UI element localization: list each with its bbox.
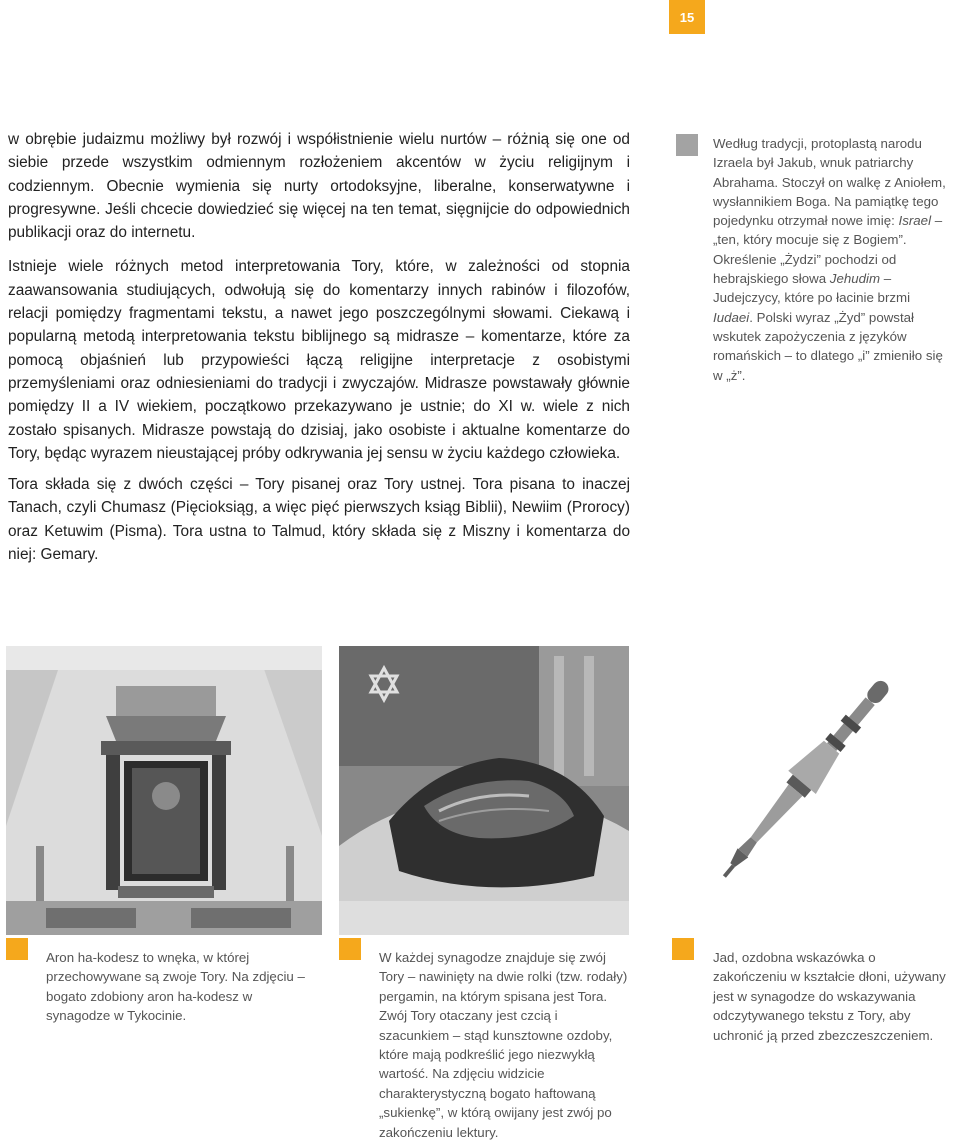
- side-note-marker: [676, 134, 698, 156]
- caption-yad: Jad, ozdobna wskazówka o zakończeniu w kształcie dłoni, używany jest w synagodze do wskazywania odczytywanego tekstu z Tory, aby uchronić ją przed zbezczeszczeniem.: [713, 950, 946, 1043]
- term-iudaei: Iudaei: [713, 309, 750, 325]
- paragraph-torah-interpretation: Istnieje wiele różnych metod interpretowania Tory, które, w zależności od stopnia zaawansowania studiujących, odwołują się do komentarzy innych rabinów i filozofów, relacji pomiędzy fragmentami tekstu, a nawet jego poszczególnymi słowami. Ciekawą i popularną metodą interpretowania tekstu biblijnego są midrasze – komentarze, które za pomocą objaśnień lub przypowieści łączą religijne interpretacje z osobistymi przemyśleniami oraz odniesieniami do tradycji i zwyczajów. Midrasze powstawały głównie pomiędzy II a IV wiekiem, początkowo przekazywano je ustnie; do XI w. wiele z nich zostało spisanych. Midrasze powstają do dzisiaj, jako osobiste i aktualne komentarze do Tory, będąc wyrazem nieustającej próby odkrywania jej sensu w życiu każdego człowieka.: [8, 258, 630, 462]
- main-text-column: [8, 128, 630, 566]
- aron-ha-kodesz-photo: [6, 646, 322, 935]
- caption-marker-3: [672, 938, 694, 960]
- torah-scroll-mantle-photo: [339, 646, 629, 935]
- yad-pointer-photo: [680, 646, 950, 935]
- caption-marker-2: [339, 938, 361, 960]
- paragraph-torah-parts: Tora składa się z dwóch części – Tory pisanej oraz Tory ustnej. Tora pisana to inaczej Tanach, czyli Chumasz (Pięcioksiąg, a więc pięć pierwszych ksiąg Biblii), Newiim (Prorocy) oraz Ketuwim (Pisma). Tora ustna to Talmud, który składa się z Miszny i komentarza do niej: Gemary.: [8, 476, 630, 564]
- caption-aron-ha-kodesz: Aron ha-kodesz to wnęka, w której przechowywane są zwoje Tory. Na zdjęciu – bogato zdobiony aron ha-kodesz w synagodze w Tykocinie.: [46, 950, 305, 1024]
- paragraph-judaism-streams: w obrębie judaizmu możliwy był rozwój i współistnienie wielu nurtów – różnią się one od siebie przede wszystkim odmiennym rozłożeniem akcentów w życiu religijnym i codziennym. Obecnie wymienia się nurty ortodoksyjne, liberalne, konserwatywne i progresywne. Jeśli chcecie dowiedzieć się więcej na ten temat, sięgnijcie do odpowiednich publikacji oraz do internetu.: [8, 131, 630, 242]
- page-number: 15: [669, 0, 705, 34]
- term-jehudim: Jehudim: [829, 271, 881, 287]
- term-israel: Israel: [898, 213, 932, 229]
- caption-torah-scroll: W każdej synagodze znajduje się zwój Tory – nawinięty na dwie rolki (tzw. rodały) pergamin, na którym spisana jest Tora. Zwój Tory otaczany jest czcią i szacunkiem – stąd kunsztowne ozdoby, które mają podkreślić jego niezwykłą wartość. Na zdjęciu widzicie charakterystyczną bogato haftowaną „sukienkę”, w którą owijany jest zwój po zakończeniu lektury.: [379, 950, 628, 1140]
- side-note: Według tradycji, protoplastą narodu Izraela był Jakub, wnuk patriarchy Abrahama. Stoczył on walkę z Aniołem, wysłannikiem Boga. Na pamiątkę tego pojedynku otrzymał nowe imię: Israel – „ten, który mocuje się z Bogiem”. Określenie „Żydzi” pochodzi od hebrajskiego słowa Jehudim – Judejczycy, które po łacinie brzmi Iudaei. Polski wyraz „Żyd” powstał wskutek zapożyczenia z języków romańskich – to dlatego „i” zmieniło się w „ż”.: [713, 136, 946, 383]
- caption-marker-1: [6, 938, 28, 960]
